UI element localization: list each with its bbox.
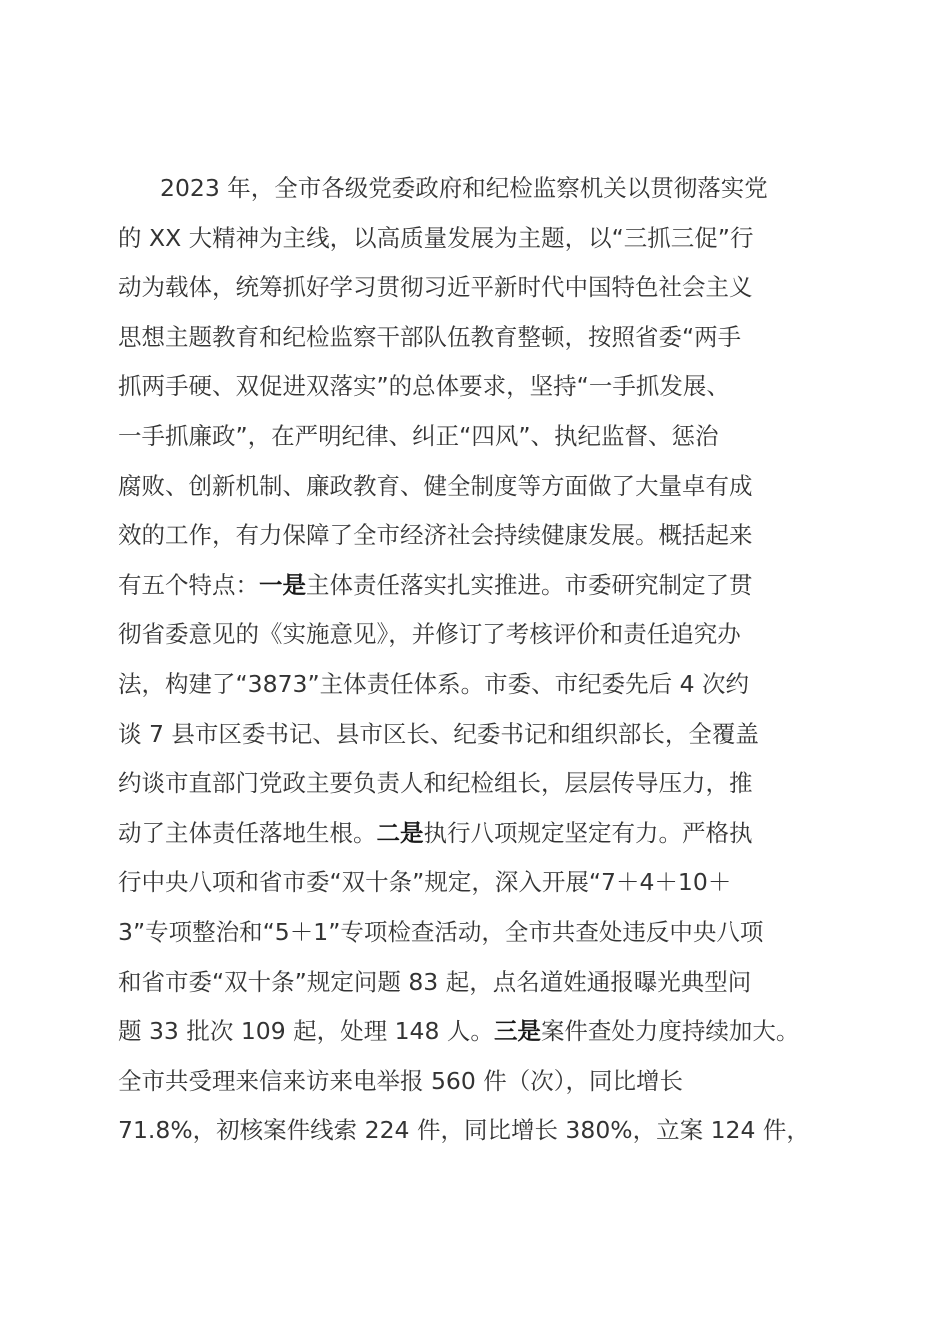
text-run: 题 33 批次 109 起，处理 148 人。	[118, 1017, 494, 1046]
text-run: 执行八项规定坚定有力。严格执	[423, 818, 753, 847]
text-line	[118, 511, 858, 561]
text-run: 效的工作，有力保障了全市经济社会持续健康发展。概括起来	[118, 521, 753, 550]
text-run: 一手抓廉政”，在严明纪律、纠正“四风”、执纪监督、惩治	[118, 421, 719, 450]
text-line	[118, 660, 858, 710]
text-line	[118, 1106, 858, 1156]
text-line	[118, 313, 858, 363]
text-run: 有五个特点：	[118, 570, 259, 599]
body-paragraph	[118, 164, 858, 1156]
text-run: 约谈市直部门党政主要负责人和纪检组长，层层传导压力，推	[118, 769, 753, 798]
text-line	[118, 1057, 858, 1107]
text-run: 71.8%，初核案件线索 224 件，同比增长 380%，立案 124 件，	[118, 1116, 810, 1145]
text-run: 思想主题教育和纪检监察干部队伍教育整顿，按照省委“两手	[118, 322, 742, 351]
lead-phrase: 二是	[376, 818, 424, 847]
text-run: 和省市委“双十条”规定问题 83 起，点名道姓通报曝光典型问	[118, 967, 752, 996]
text-line	[118, 164, 858, 214]
text-line	[118, 858, 858, 908]
lead-phrase: 三是	[493, 1017, 541, 1046]
text-line	[118, 908, 858, 958]
text-line	[118, 610, 858, 660]
text-run: 法，构建了“3873”主体责任体系。市委、市纪委先后 4 次约	[118, 669, 750, 698]
lead-phrase: 一是	[259, 570, 306, 599]
text-run: 3”专项整治和“5＋1”专项检查活动，全市共查处违反中央八项	[118, 917, 764, 946]
text-run: 抓两手硬、双促进双落实”的总体要求，坚持“一手抓发展、	[118, 372, 730, 401]
text-line	[118, 710, 858, 760]
text-run: 2023 年，全市各级党委政府和纪检监察机关以贯彻落实党	[160, 174, 768, 202]
text-line	[118, 759, 858, 809]
text-run: 腐败、创新机制、廉政教育、健全制度等方面做了大量卓有成	[118, 471, 753, 500]
text-line	[118, 561, 858, 611]
text-run: 案件查处力度持续加大。	[540, 1017, 800, 1046]
text-run: 动了主体责任落地生根。	[118, 818, 377, 847]
text-line	[118, 412, 858, 462]
text-line	[118, 1007, 858, 1057]
text-line	[118, 214, 858, 264]
text-run: 的 XX 大精神为主线，以高质量发展为主题，以“三抓三促”行	[118, 223, 754, 252]
text-line	[118, 263, 858, 313]
text-run: 谈 7 县市区委书记、县市区长、纪委书记和组织部长，全覆盖	[118, 719, 759, 748]
text-run: 彻省委意见的《实施意见》，并修订了考核评价和责任追究办	[118, 620, 741, 649]
text-run: 全市共受理来信来访来电举报 560 件（次），同比增长	[118, 1066, 684, 1095]
text-run: 动为载体，统筹抓好学习贯彻习近平新时代中国特色社会主义	[118, 273, 753, 302]
text-run: 主体责任落实扎实推进。市委研究制定了贯	[306, 570, 753, 599]
text-line	[118, 462, 858, 512]
text-line	[118, 362, 858, 412]
text-run: 行中央八项和省市委“双十条”规定，深入开展“7＋4＋10＋	[118, 868, 732, 897]
text-line	[118, 958, 858, 1008]
text-line	[118, 809, 858, 859]
